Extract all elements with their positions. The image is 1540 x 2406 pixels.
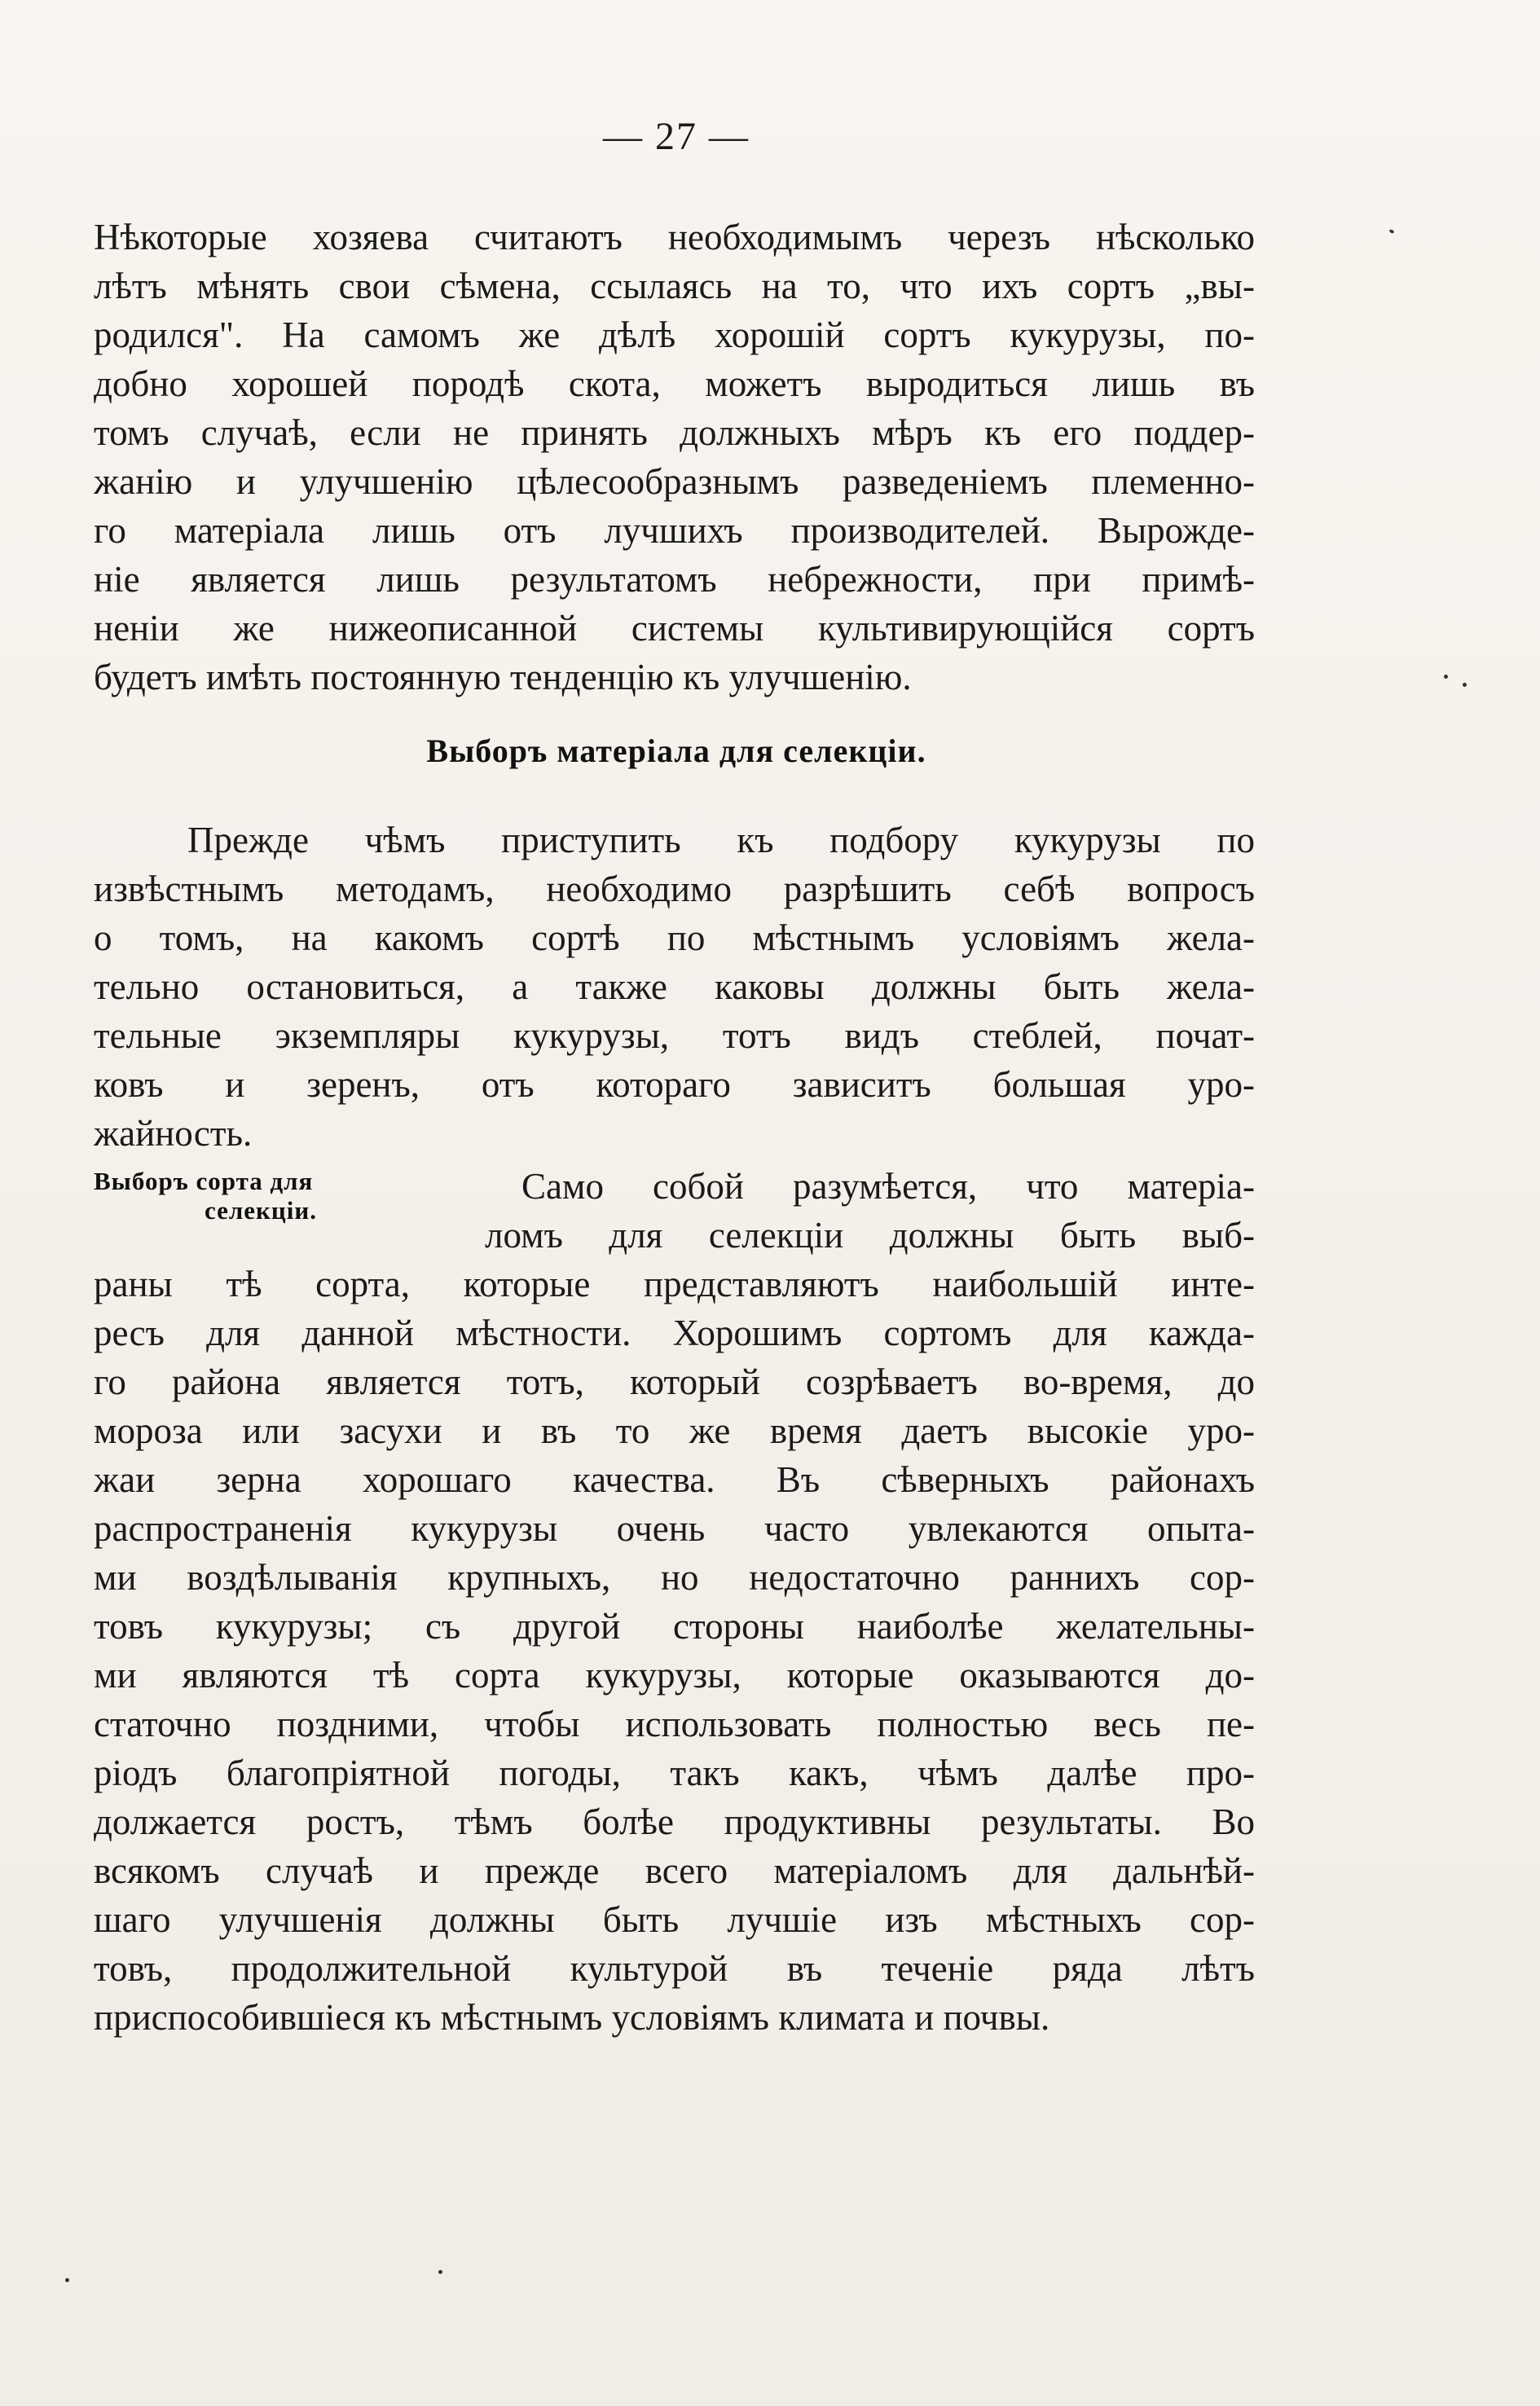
page-number: — 27 — xyxy=(603,115,750,158)
paragraph-3-line: жаи зерна хорошаго качества. Въ сѣверныхъ районахъ xyxy=(94,1459,1255,1500)
side-heading xyxy=(94,1167,452,1225)
paragraph-3-line: мороза или засухи и въ то же время даетъ высокіе уро- xyxy=(94,1410,1255,1451)
paragraph-3-line: приспособившіеся къ мѣстнымъ условіямъ климата и почвы. xyxy=(94,1997,1050,2038)
paragraph-3-line: статочно поздними, чтобы использовать полностью весь пе- xyxy=(94,1704,1255,1744)
paragraph-1-line: ніе является лишь результатомъ небрежности, при примѣ- xyxy=(94,559,1255,600)
paragraph-1-line: лѣтъ мѣнять свои сѣмена, ссылаясь на то, что ихъ сортъ „вы- xyxy=(94,266,1255,306)
paragraph-3-line: товъ кукурузы; съ другой стороны наиболѣе желательны- xyxy=(94,1606,1255,1647)
paragraph-3-line: всякомъ случаѣ и прежде всего матеріаломъ для дальнѣй- xyxy=(94,1850,1255,1891)
paragraph-2-line: о томъ, на какомъ сортѣ по мѣстнымъ условіямъ жела- xyxy=(94,917,1255,958)
scan-speck xyxy=(438,2270,442,2274)
side-heading-line-1: Выборъ сорта для xyxy=(94,1167,314,1195)
paragraph-3-line: ріодъ благопріятной погоды, такъ какъ, чѣмъ далѣе про- xyxy=(94,1753,1255,1793)
paragraph-3-line: товъ, продолжительной культурой въ теченіе ряда лѣтъ xyxy=(94,1948,1255,1989)
paragraph-1-line: томъ случаѣ, если не принять должныхъ мѣръ къ его поддер- xyxy=(94,412,1255,453)
paragraph-2-line: ковъ и зеренъ, отъ котораго зависитъ большая уро- xyxy=(94,1064,1255,1105)
paragraph-3-line: распространенія кукурузы очень часто увлекаются опыта- xyxy=(94,1508,1255,1549)
paragraph-1-line: будетъ имѣть постоянную тенденцію къ улучшенію. xyxy=(94,657,912,697)
paragraph-3-line: ресъ для данной мѣстности. Хорошимъ сортомъ для кажда- xyxy=(94,1313,1255,1353)
paragraph-3-line: го района является тотъ, который созрѣваетъ во-время, до xyxy=(94,1361,1255,1402)
paragraph-2-line: Прежде чѣмъ приступить къ подбору кукурузы по xyxy=(187,820,1255,860)
paragraph-1-line: го матеріала лишь отъ лучшихъ производителей. Вырожде- xyxy=(94,510,1255,551)
side-heading-line-2: селекціи. xyxy=(205,1196,317,1225)
scan-speck xyxy=(1388,229,1394,234)
scan-speck xyxy=(1463,683,1467,687)
scan-speck xyxy=(65,2278,69,2282)
paragraph-3-line: шаго улучшенія должны быть лучшіе изъ мѣстныхъ сор- xyxy=(94,1899,1255,1940)
paragraph-3-line: Само собой разумѣется, что матеріа- xyxy=(521,1166,1255,1207)
paragraph-3-line: ломъ для селекціи должны быть выб- xyxy=(485,1215,1255,1256)
paragraph-2-line: жайность. xyxy=(94,1113,253,1154)
paragraph-1-line: неніи же нижеописанной системы культивирующійся сортъ xyxy=(94,608,1255,649)
section-heading: Выборъ матеріала для селекціи. xyxy=(426,732,926,769)
paragraph-1-line: жанію и улучшенію цѣлесообразнымъ разведеніемъ племенно- xyxy=(94,461,1255,502)
paragraph-1-line: родился". На самомъ же дѣлѣ хорошій сортъ кукурузы, по- xyxy=(94,314,1255,355)
paragraph-1-line: добно хорошей породѣ скота, можетъ выродиться лишь въ xyxy=(94,363,1255,404)
paragraph-2-line: тельные экземпляры кукурузы, тотъ видъ стеблей, почат- xyxy=(94,1015,1255,1056)
scan-speck xyxy=(1444,675,1448,679)
paragraph-3-line: должается ростъ, тѣмъ болѣе продуктивны результаты. Во xyxy=(94,1801,1255,1842)
paragraph-3-line: ми являются тѣ сорта кукурузы, которые оказываются до- xyxy=(94,1655,1255,1696)
paragraph-3-line: раны тѣ сорта, которые представляютъ наибольшій инте- xyxy=(94,1264,1255,1304)
paragraph-2-line: тельно остановиться, а также каковы должны быть жела- xyxy=(94,966,1255,1007)
paragraph-2-line: извѣстнымъ методамъ, необходимо разрѣшить себѣ вопросъ xyxy=(94,869,1255,909)
paragraph-1-line: Нѣкоторые хозяева считаютъ необходимымъ черезъ нѣсколько xyxy=(94,217,1255,257)
paragraph-3-line: ми воздѣлыванія крупныхъ, но недостаточно раннихъ сор- xyxy=(94,1557,1255,1598)
